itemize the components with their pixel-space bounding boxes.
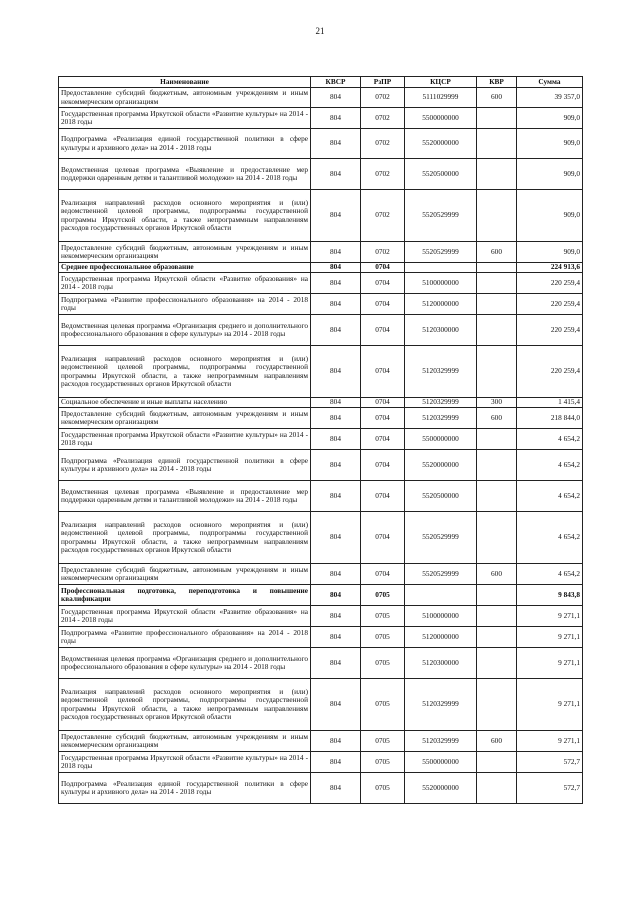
row-name: Среднее профессиональное образование <box>59 263 311 273</box>
row-sum: 9 271,1 <box>517 648 583 679</box>
row-rzpr: 0705 <box>361 752 405 773</box>
row-kvsr: 804 <box>311 273 361 294</box>
table-row <box>59 585 583 606</box>
row-rzpr: 0702 <box>361 88 405 108</box>
row-rzpr: 0704 <box>361 263 405 273</box>
row-sum: 9 271,1 <box>517 606 583 627</box>
row-sum: 4 654,2 <box>517 564 583 585</box>
table-header <box>59 77 583 88</box>
header-kvsr: КВСР <box>311 77 361 88</box>
row-kvsr: 804 <box>311 731 361 752</box>
row-name: Реализация направлений расходов основного мероприятия и (или) ведомственной целевой программы, подпрограммы государственной программы Иркутской области, а также непрограммным направлениям расходов государственных органов Иркутской области <box>59 679 311 731</box>
row-kvr <box>477 606 517 627</box>
row-kvsr: 804 <box>311 88 361 108</box>
row-name: Государственная программа Иркутской области «Развитие образования» на 2014 - 2018 годы <box>59 606 311 627</box>
row-kcsr: 5120300000 <box>405 315 477 346</box>
table-body <box>59 88 583 804</box>
row-kcsr: 5520500000 <box>405 159 477 190</box>
table-row <box>59 129 583 159</box>
row-rzpr: 0705 <box>361 731 405 752</box>
row-kvsr: 804 <box>311 564 361 585</box>
row-sum: 220 259,4 <box>517 315 583 346</box>
table-row <box>59 88 583 108</box>
row-name: Социальное обеспечение и иные выплаты населению <box>59 398 311 408</box>
row-kvsr: 804 <box>311 398 361 408</box>
row-rzpr: 0704 <box>361 398 405 408</box>
row-kcsr: 5520529999 <box>405 512 477 564</box>
table-row <box>59 408 583 429</box>
table-row <box>59 429 583 450</box>
row-kvr <box>477 752 517 773</box>
row-rzpr: 0704 <box>361 346 405 398</box>
header-kcsr: КЦСР <box>405 77 477 88</box>
header-kvr: КВР <box>477 77 517 88</box>
row-name: Ведомственная целевая программа «Выявление и предоставление мер поддержки одаренным детям и талантливой молодежи» на 2014 - 2018 годы <box>59 481 311 512</box>
row-sum: 220 259,4 <box>517 273 583 294</box>
row-name: Подпрограмма «Реализация единой государственной политики в сфере культуры и архивного дела» на 2014 - 2018 годы <box>59 129 311 159</box>
row-kvsr: 804 <box>311 108 361 129</box>
row-kvsr: 804 <box>311 481 361 512</box>
row-kvsr: 804 <box>311 512 361 564</box>
table-row <box>59 481 583 512</box>
row-kvsr: 804 <box>311 429 361 450</box>
table-row <box>59 512 583 564</box>
row-sum: 4 654,2 <box>517 429 583 450</box>
row-rzpr: 0704 <box>361 315 405 346</box>
table-row <box>59 190 583 242</box>
row-kvsr: 804 <box>311 159 361 190</box>
row-kcsr: 5120329999 <box>405 408 477 429</box>
row-kvr <box>477 450 517 481</box>
row-sum: 9 271,1 <box>517 679 583 731</box>
row-sum: 909,0 <box>517 242 583 263</box>
row-name: Подпрограмма «Реализация единой государственной политики в сфере культуры и архивного дела» на 2014 - 2018 годы <box>59 773 311 804</box>
row-sum: 220 259,4 <box>517 294 583 315</box>
row-kvr: 600 <box>477 564 517 585</box>
row-name: Предоставление субсидий бюджетным, автономным учреждениям и иным некоммерческим организациям <box>59 408 311 429</box>
row-kvr <box>477 773 517 804</box>
row-rzpr: 0704 <box>361 294 405 315</box>
row-sum: 4 654,2 <box>517 481 583 512</box>
row-kvsr: 804 <box>311 585 361 606</box>
row-kvsr: 804 <box>311 346 361 398</box>
table-row <box>59 263 583 273</box>
header-rzpr: РзПР <box>361 77 405 88</box>
row-sum: 218 844,0 <box>517 408 583 429</box>
row-kvr <box>477 648 517 679</box>
row-kcsr: 5100000000 <box>405 273 477 294</box>
row-name: Реализация направлений расходов основного мероприятия и (или) ведомственной целевой программы, подпрограммы государственной программы Иркутской области, а также непрограммным направлениям расходов государственных органов Иркутской области <box>59 190 311 242</box>
table-row <box>59 294 583 315</box>
row-kcsr: 5520000000 <box>405 773 477 804</box>
row-name: Государственная программа Иркутской области «Развитие образования» на 2014 - 2018 годы <box>59 273 311 294</box>
row-kvsr: 804 <box>311 773 361 804</box>
row-kvr <box>477 273 517 294</box>
row-rzpr: 0704 <box>361 481 405 512</box>
row-sum: 909,0 <box>517 108 583 129</box>
row-kvr: 600 <box>477 88 517 108</box>
row-name: Реализация направлений расходов основного мероприятия и (или) ведомственной целевой программы, подпрограммы государственной программы Иркутской области, а также непрограммным направлениям расходов государственных органов Иркутской области <box>59 512 311 564</box>
row-kvr <box>477 294 517 315</box>
row-name: Государственная программа Иркутской области «Развитие культуры» на 2014 - 2018 годы <box>59 108 311 129</box>
row-kvsr: 804 <box>311 679 361 731</box>
row-kcsr: 5500000000 <box>405 429 477 450</box>
row-kvsr: 804 <box>311 408 361 429</box>
row-rzpr: 0705 <box>361 773 405 804</box>
row-rzpr: 0702 <box>361 242 405 263</box>
row-kcsr: 5100000000 <box>405 606 477 627</box>
row-kvr <box>477 512 517 564</box>
row-name: Подпрограмма «Реализация единой государственной политики в сфере культуры и архивного дела» на 2014 - 2018 годы <box>59 450 311 481</box>
row-kcsr: 5520000000 <box>405 450 477 481</box>
row-kvsr: 804 <box>311 450 361 481</box>
row-kvsr: 804 <box>311 648 361 679</box>
row-sum: 4 654,2 <box>517 450 583 481</box>
row-kvsr: 804 <box>311 606 361 627</box>
row-kcsr: 5520529999 <box>405 190 477 242</box>
row-kvr <box>477 315 517 346</box>
row-sum: 9 271,1 <box>517 731 583 752</box>
row-kvsr: 804 <box>311 129 361 159</box>
row-name: Предоставление субсидий бюджетным, автономным учреждениям и иным некоммерческим организациям <box>59 564 311 585</box>
row-rzpr: 0705 <box>361 606 405 627</box>
row-kcsr: 5120329999 <box>405 731 477 752</box>
row-name: Подпрограмма «Развитие профессионального образования» на 2014 - 2018 годы <box>59 627 311 648</box>
row-kvr: 600 <box>477 731 517 752</box>
row-kvr: 300 <box>477 398 517 408</box>
row-sum: 1 415,4 <box>517 398 583 408</box>
row-sum: 572,7 <box>517 752 583 773</box>
table-row <box>59 627 583 648</box>
table-row <box>59 346 583 398</box>
table-row <box>59 752 583 773</box>
row-kvsr: 804 <box>311 752 361 773</box>
row-kcsr: 5520000000 <box>405 129 477 159</box>
row-name: Государственная программа Иркутской области «Развитие культуры» на 2014 - 2018 годы <box>59 752 311 773</box>
row-kvr <box>477 585 517 606</box>
row-name: Предоставление субсидий бюджетным, автономным учреждениям и иным некоммерческим организациям <box>59 731 311 752</box>
row-kcsr: 5500000000 <box>405 108 477 129</box>
table-row <box>59 773 583 804</box>
row-sum: 39 357,0 <box>517 88 583 108</box>
row-sum: 909,0 <box>517 190 583 242</box>
row-rzpr: 0704 <box>361 408 405 429</box>
row-kvr <box>477 346 517 398</box>
table-row <box>59 273 583 294</box>
row-rzpr: 0704 <box>361 273 405 294</box>
row-kcsr: 5120329999 <box>405 679 477 731</box>
row-rzpr: 0705 <box>361 648 405 679</box>
row-rzpr: 0705 <box>361 679 405 731</box>
row-rzpr: 0704 <box>361 450 405 481</box>
row-kcsr: 5120300000 <box>405 648 477 679</box>
table-row <box>59 648 583 679</box>
row-name: Реализация направлений расходов основного мероприятия и (или) ведомственной целевой программы, подпрограммы государственной программы Иркутской области, а также непрограммным направлениям расходов государственных органов Иркутской области <box>59 346 311 398</box>
table-row <box>59 450 583 481</box>
budget-table <box>58 76 583 804</box>
row-rzpr: 0704 <box>361 512 405 564</box>
row-sum: 220 259,4 <box>517 346 583 398</box>
row-kcsr: 5520529999 <box>405 242 477 263</box>
row-kcsr: 5120000000 <box>405 627 477 648</box>
row-kcsr: 5111029999 <box>405 88 477 108</box>
row-name: Ведомственная целевая программа «Организация среднего и дополнительного профессионального образования в сфере культуры» на 2014 - 2018 годы <box>59 648 311 679</box>
row-kcsr: 5120329999 <box>405 398 477 408</box>
header-sum: Сумма <box>517 77 583 88</box>
row-sum: 9 843,8 <box>517 585 583 606</box>
row-name: Подпрограмма «Развитие профессионального образования» на 2014 - 2018 годы <box>59 294 311 315</box>
row-kvsr: 804 <box>311 315 361 346</box>
row-kcsr <box>405 263 477 273</box>
row-name: Ведомственная целевая программа «Организация среднего и дополнительного профессионального образования в сфере культуры» на 2014 - 2018 годы <box>59 315 311 346</box>
row-sum: 572,7 <box>517 773 583 804</box>
row-sum: 224 913,6 <box>517 263 583 273</box>
row-kvr: 600 <box>477 408 517 429</box>
row-rzpr: 0705 <box>361 627 405 648</box>
row-kvsr: 804 <box>311 294 361 315</box>
row-rzpr: 0705 <box>361 585 405 606</box>
table-row <box>59 679 583 731</box>
table-row <box>59 108 583 129</box>
table-row <box>59 159 583 190</box>
table-row <box>59 242 583 263</box>
row-name: Ведомственная целевая программа «Выявление и предоставление мер поддержки одаренным детям и талантливой молодежи» на 2014 - 2018 годы <box>59 159 311 190</box>
row-kvr <box>477 627 517 648</box>
row-sum: 9 271,1 <box>517 627 583 648</box>
page-number: 21 <box>315 26 325 36</box>
row-kcsr: 5520529999 <box>405 564 477 585</box>
row-kvr <box>477 263 517 273</box>
table-row <box>59 398 583 408</box>
row-kvr <box>477 190 517 242</box>
row-kcsr: 5120329999 <box>405 346 477 398</box>
row-rzpr: 0702 <box>361 108 405 129</box>
row-kvsr: 804 <box>311 190 361 242</box>
table-row <box>59 731 583 752</box>
row-sum: 4 654,2 <box>517 512 583 564</box>
row-name: Предоставление субсидий бюджетным, автономным учреждениям и иным некоммерческим организациям <box>59 242 311 263</box>
row-kvr <box>477 108 517 129</box>
row-kvr <box>477 429 517 450</box>
table-row <box>59 564 583 585</box>
row-kvr <box>477 481 517 512</box>
table-row <box>59 606 583 627</box>
row-kvr <box>477 129 517 159</box>
row-sum: 909,0 <box>517 129 583 159</box>
table-row <box>59 315 583 346</box>
row-kcsr <box>405 585 477 606</box>
header-name: Наименование <box>59 77 311 88</box>
row-kvsr: 804 <box>311 627 361 648</box>
row-kvr <box>477 679 517 731</box>
row-rzpr: 0704 <box>361 429 405 450</box>
row-kcsr: 5500000000 <box>405 752 477 773</box>
row-kvr: 600 <box>477 242 517 263</box>
row-name: Профессиональная подготовка, переподготовка и повышение квалификации <box>59 585 311 606</box>
row-rzpr: 0702 <box>361 190 405 242</box>
row-sum: 909,0 <box>517 159 583 190</box>
row-kvr <box>477 159 517 190</box>
row-kvsr: 804 <box>311 242 361 263</box>
row-name: Государственная программа Иркутской области «Развитие культуры» на 2014 - 2018 годы <box>59 429 311 450</box>
row-name: Предоставление субсидий бюджетным, автономным учреждениям и иным некоммерческим организациям <box>59 88 311 108</box>
row-rzpr: 0702 <box>361 129 405 159</box>
row-rzpr: 0704 <box>361 564 405 585</box>
row-kcsr: 5520500000 <box>405 481 477 512</box>
row-kcsr: 5120000000 <box>405 294 477 315</box>
row-kvsr: 804 <box>311 263 361 273</box>
row-rzpr: 0702 <box>361 159 405 190</box>
